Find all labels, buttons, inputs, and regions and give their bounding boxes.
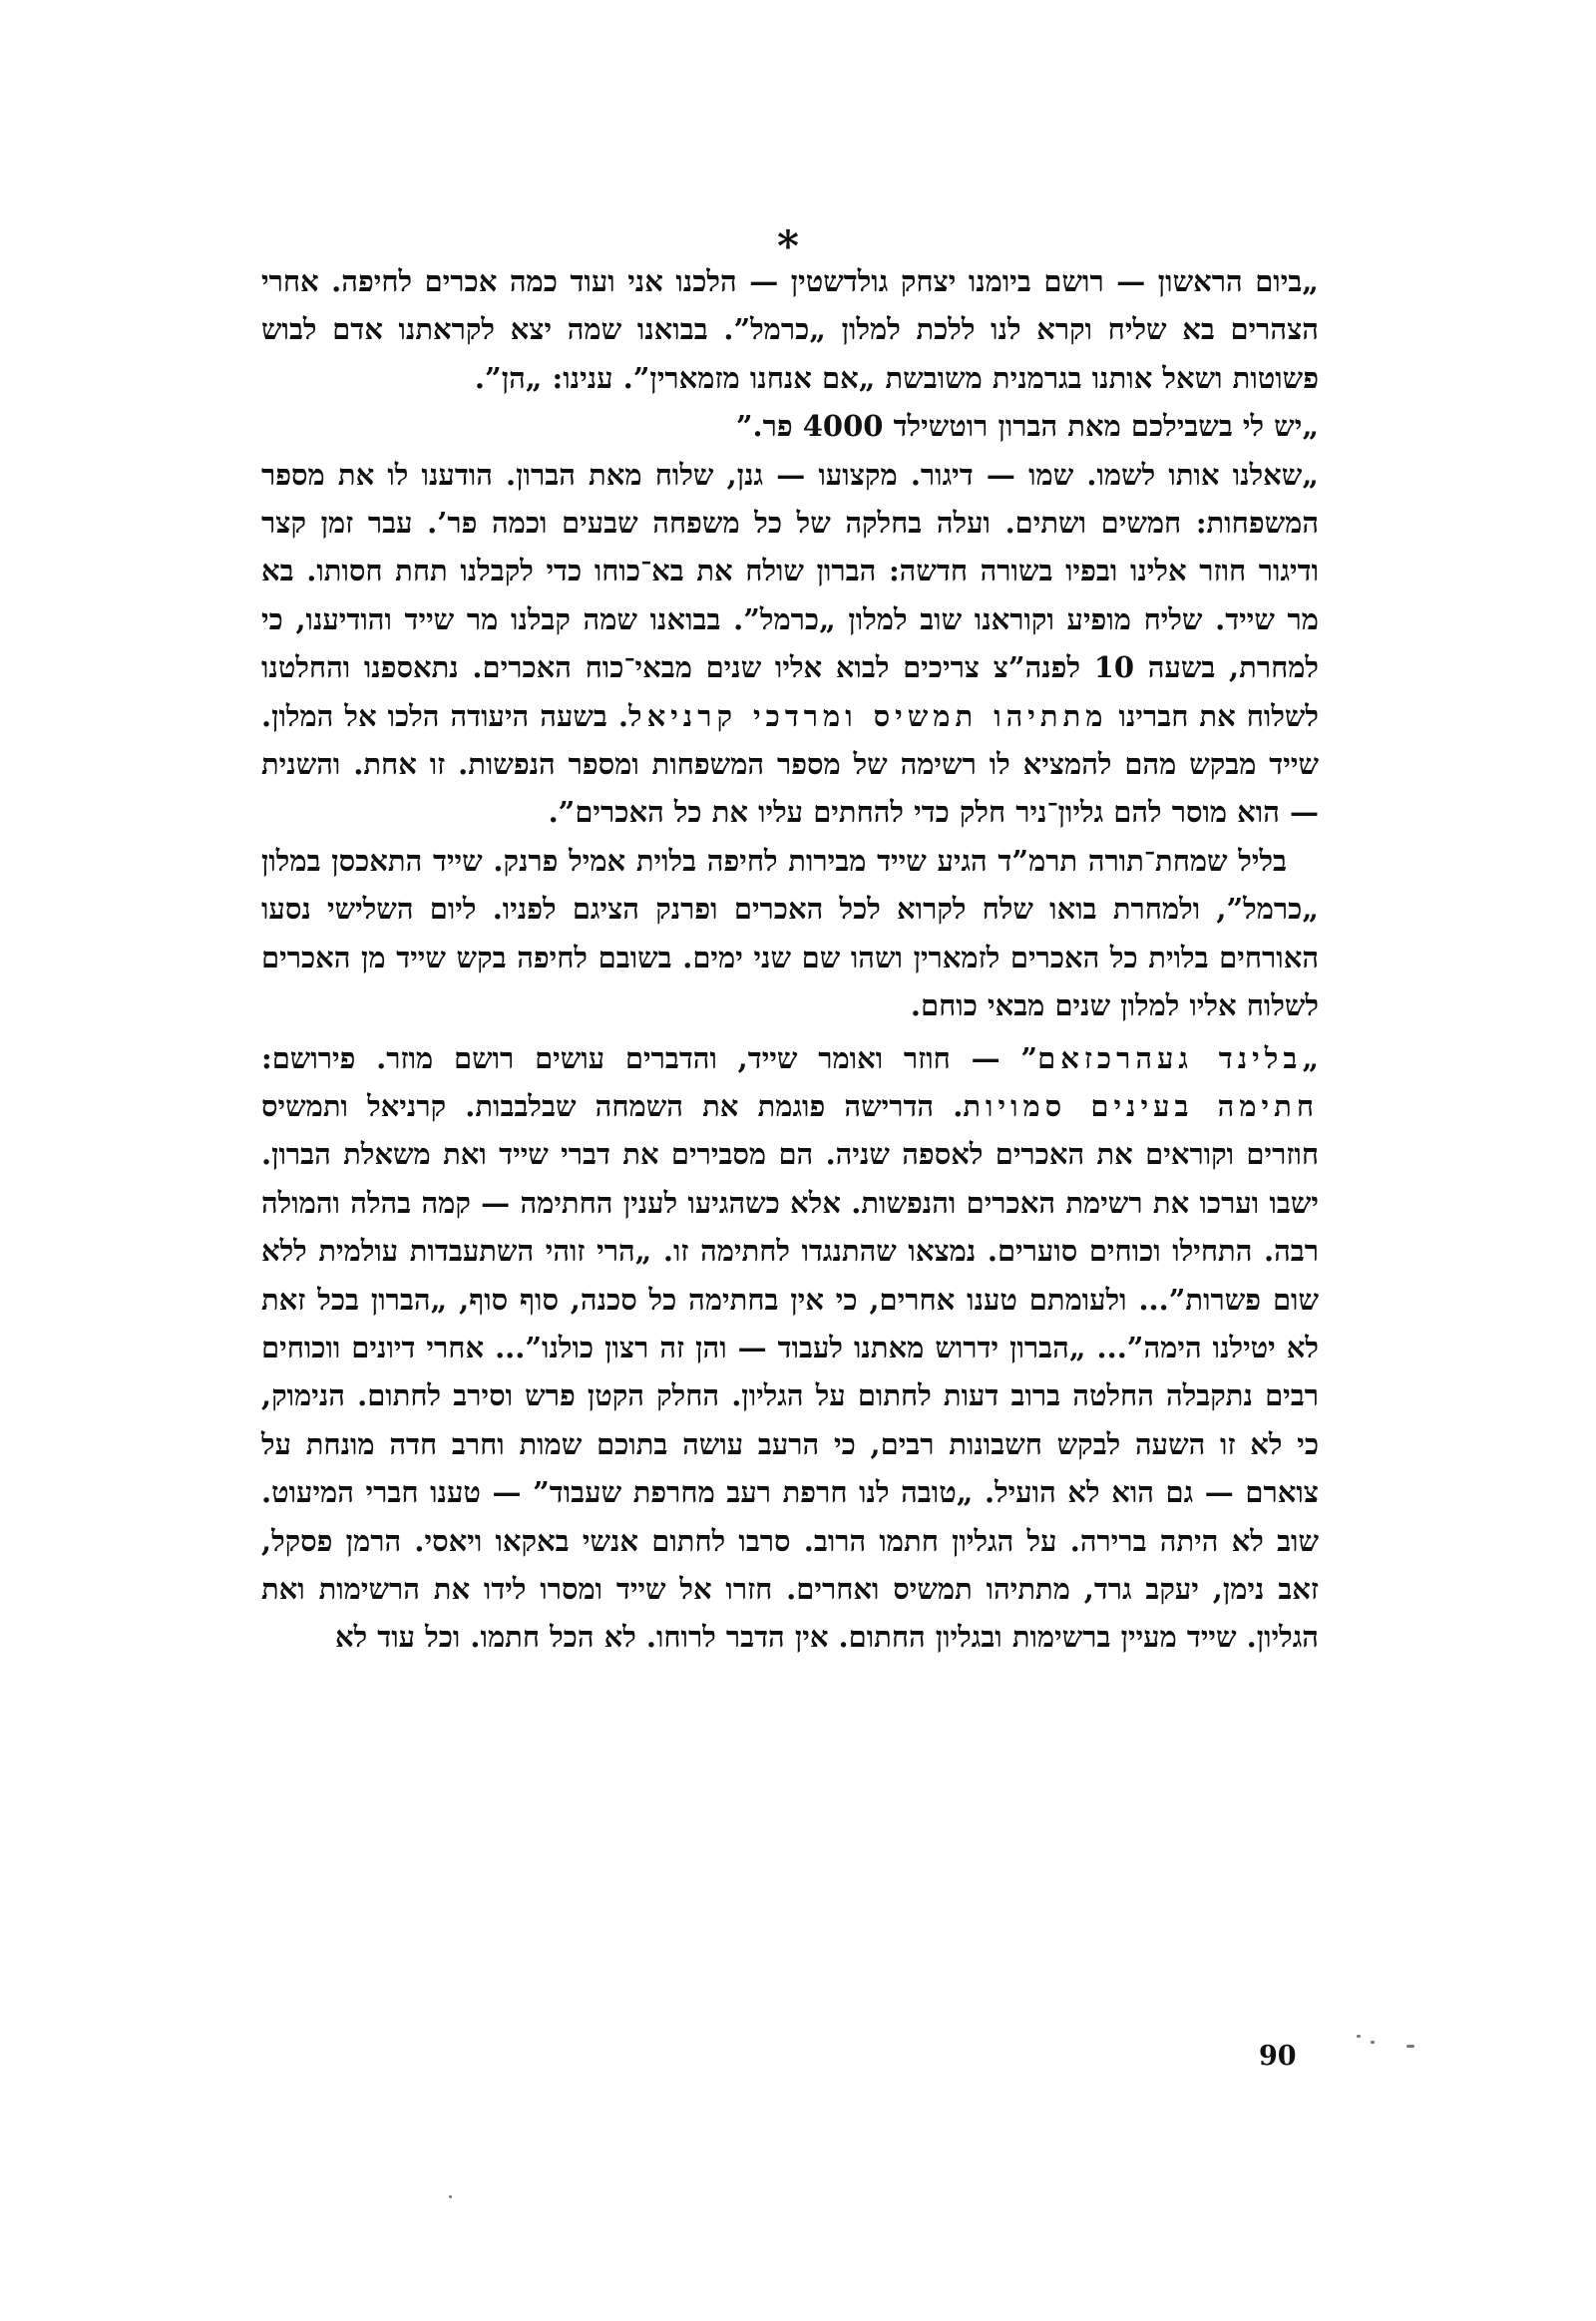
paragraph xyxy=(261,451,1319,837)
scan-speck xyxy=(1357,2035,1361,2038)
paragraph xyxy=(261,257,1319,402)
scan-speck xyxy=(1371,2041,1375,2044)
paragraph xyxy=(261,837,1319,1030)
text-segment: . הדרישה פוגמת את השמחה שבלבבות. קרניאל ותמשיס חוזרים וקוראים את האכרים לאספה שניה. הם מסבירים את דברי שייד ואת משאלת הברון. ישבו וערכו את רשימת האכרים והנפשות. אלא כשהגיעו לענין החתימה — קמה בהלה והמולה רבה. התחילו וכוחים סוערים. נמצאו שהתנגדו לחתימה זו. „הרי זוהי השתעבדות עולמית ללא שום פשרות”... ולעומתם טענו אחרים, כי אין בחתימה כל סכנה, סוף סוף, „הברון בכל זאת לא יטילנו הימה”... „הברון ידרוש מאתנו לעבוד — והן זה רצון כולנו”... אחרי דיונים ווכוחים רבים נתקבלה החלטה ברוב דעות לחתום על הגליון. החלק הקטן פרש וסירב לחתום. הנימוק, כי לא זו השעה לבקש חשבונות רבים, כי הרעב עושה בתוכם שמות וחרב חדה מונחת על צוארם — גם הוא לא הועיל. „טובה לנו חרפת רעב מחרפת שעבוד” — טענו חברי המיעוט. שוב לא היתה ברירה. על הגליון חתמו הרוב. סרבו לחתום אנשי באקאו ויאסי. הרמן פסקל, זאב נימן, יעקב גרד, מתתיהו תמשיס ואחרים. חזרו אל שייד ומסרו לידו את הרשימות ואת הגליון. שייד מעיין ברשימות ובגליון החתום. אין הדבר לרוחו. לא הכל חתמו. וכל עוד לא xyxy=(261,1088,1319,1655)
scan-speck xyxy=(1406,2045,1414,2048)
spaced-emphasis: חתימה בעינים סמויות xyxy=(963,1088,1319,1123)
body-text xyxy=(261,257,1319,1662)
text-segment: „ xyxy=(1302,1040,1319,1075)
text-segment: „שאלנו אותו לשמו. שמו — דיגור. מקצועו — גנן, שלוח מאת הברון. הודענו לו את מספר המשפחות: חמשים ושתים. ועלה בחלקה של כל משפחה שבעים וכמה פר’. עבר זמן קצר ודיגור חוזר אלינו ובפיו בשורה חדשה: הברון שולח את בא־כוחו כדי לקבלנו תחת חסותו. בא מר שייד. שליח מופיע וקוראנו שוב למלון „כרמל”. בבואנו שמה קבלנו מר שייד והודיענו, כי למחרת, בשעה 10 לפנה”צ צריכים לבוא אליו שנים מבאי־כוח האכרים. נתאספנו והחלטנו לשלוח את חברינו xyxy=(261,457,1319,733)
page-number: 90 xyxy=(1259,2041,1297,2072)
section-separator: * xyxy=(777,221,799,270)
text-segment: „ביום הראשון — רושם ביומנו יצחק גולדשטין — הלכנו אני ועוד כמה אכרים לחיפה. אחרי הצהרים בא שליח וקרא לנו ללכת למלון „כרמל”. בבואנו שמה יצא לקראתנו אדם לבוש פשוטות ושאל אותנו בגרמנית משובשת „אם אנחנו מזמארין”. ענינו: „הן”. xyxy=(261,264,1319,395)
text-segment: בליל שמחת־תורה תרמ”ד הגיע שייד מבירות לחיפה בלוית אמיל פרנק. שייד התאכסן במלון „כרמל”, ולמחרת בואו שלח לקרוא לכל האכרים ופרנק הציגם לפניו. ליום השלישי נסעו האורחים בלוית כל האכרים לזמארין ושהו שם שני ימים. בשובם לחיפה בקש שייד מן האכרים לשלוח אליו למלון שנים מבאי כוחם. xyxy=(261,843,1319,1023)
text-segment: ” — חוזר ואומר שייד, והדברים עושים רושם מוזר. פירושם: xyxy=(261,1040,1038,1075)
spaced-emphasis: בלינד געהרכזאם xyxy=(1037,1040,1303,1075)
spaced-emphasis: מתתיהו תמשיס ומרדכי קרניאל xyxy=(628,698,1108,733)
text-segment: . בשעה היעודה הלכו אל המלון. שייד מבקש מהם להמציא לו רשימה של מספר המשפחות ומספר הנפשות. זו אחת. והשנית — הוא מוסר להם גליון־ניר חלק כדי להחתים עליו את כל האכרים”. xyxy=(261,698,1319,830)
scan-speck xyxy=(449,2195,452,2198)
paragraph xyxy=(261,1034,1319,1662)
text-segment: „יש לי בשבילכם מאת הברון רוטשילד 4000 פר.” xyxy=(735,409,1319,444)
paragraph xyxy=(261,402,1319,450)
